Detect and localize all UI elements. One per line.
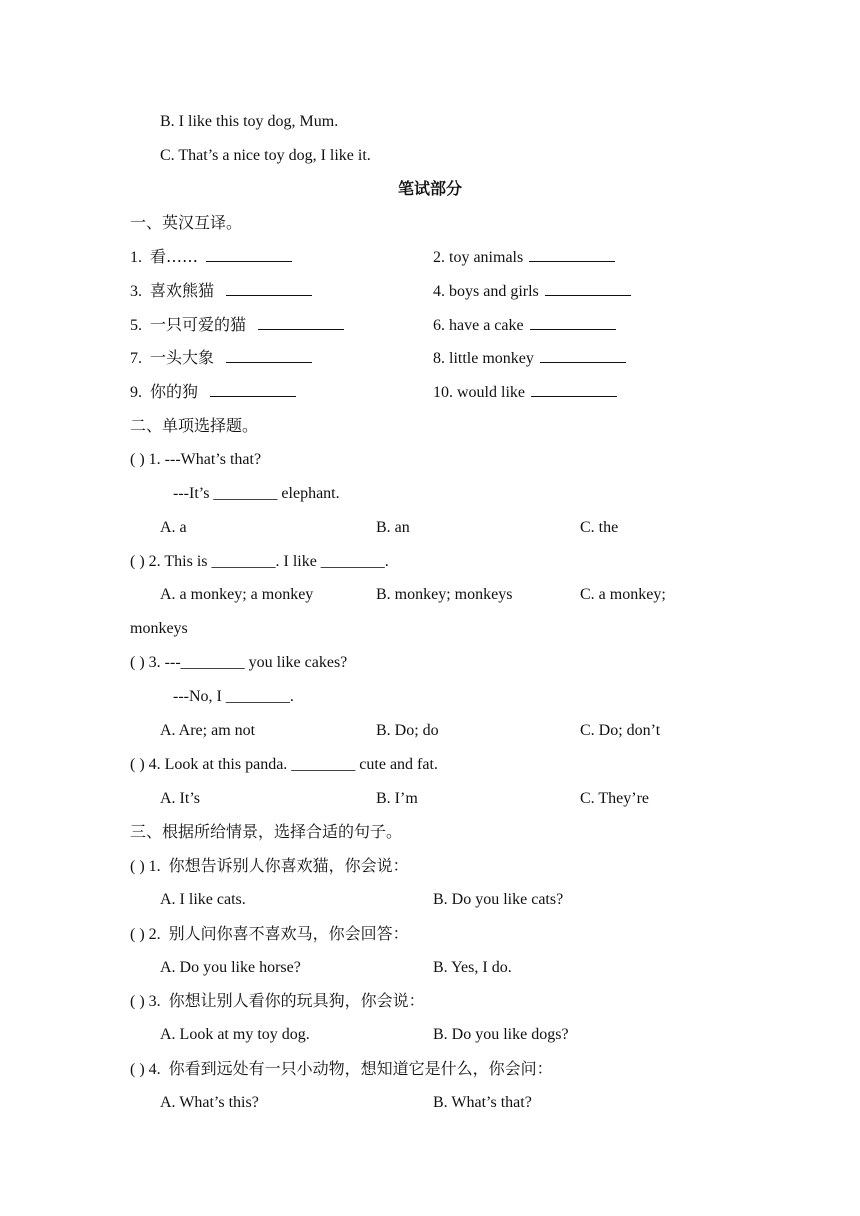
- scenario-q1-option-b: B. Do you like cats?: [433, 891, 564, 908]
- item-number: 7.: [130, 350, 142, 367]
- option-c-line: C. That’s a nice toy dog, I like it.: [160, 147, 371, 164]
- scenario-paren: ( ) 2.: [130, 926, 161, 943]
- answer-blank[interactable]: [258, 315, 344, 330]
- translate-item-1: [130, 247, 292, 268]
- mc-q3-option-c: C. Do; don’t: [580, 722, 661, 739]
- mc-q1-stem: ( ) 1. ---What’s that?: [130, 451, 262, 468]
- mc-q2-option-b: B. monkey; monkeys: [376, 586, 513, 603]
- answer-blank[interactable]: [540, 348, 626, 363]
- scenario-q4-option-a: A. What’s this?: [160, 1094, 259, 1111]
- translate-item-8: [433, 348, 626, 369]
- answer-blank[interactable]: [206, 247, 292, 262]
- translate-item-5: [130, 315, 344, 336]
- mc-q4-stem: ( ) 4. Look at this panda. ________ cute and fat.: [130, 756, 438, 773]
- item-number: 8.: [433, 350, 445, 367]
- scenario-prompt: 你想让别人看你的玩具狗，你会说：: [168, 991, 425, 1010]
- option-b-line: B. I like this toy dog, Mum.: [160, 113, 339, 130]
- item-text: 一头大象: [150, 348, 215, 367]
- scenario-prompt: 别人问你喜不喜欢马，你会回答：: [168, 924, 409, 943]
- item-text: would like: [457, 384, 525, 401]
- mc-q4-option-c: C. They’re: [580, 790, 650, 807]
- mc-q1-option-a: A. a: [160, 519, 187, 536]
- translate-item-4: [433, 281, 631, 302]
- mc-q4-option-b: B. I’m: [376, 790, 418, 807]
- scenario-q3-option-a: A. Look at my toy dog.: [160, 1026, 310, 1043]
- scenario-q1: [130, 856, 409, 877]
- item-number: 10.: [433, 384, 453, 401]
- translate-item-9: [130, 382, 296, 403]
- written-section-title: 笔试部分: [397, 179, 462, 198]
- section2-heading: 二、单项选择题。: [130, 416, 259, 435]
- mc-q1-option-b: B. an: [376, 519, 410, 536]
- item-text: boys and girls: [449, 283, 539, 300]
- section3-heading: 三、根据所给情景，选择合适的句子。: [130, 822, 403, 841]
- item-number: 4.: [433, 283, 445, 300]
- scenario-q4: [130, 1059, 553, 1080]
- answer-blank[interactable]: [210, 382, 296, 397]
- scenario-q3: [130, 991, 425, 1012]
- scenario-paren: ( ) 4.: [130, 1061, 161, 1078]
- item-number: 5.: [130, 317, 142, 334]
- mc-q3-stem: ( ) 3. ---________ you like cakes?: [130, 654, 348, 671]
- scenario-q1-option-a: A. I like cats.: [160, 891, 246, 908]
- item-text: toy animals: [449, 249, 524, 266]
- translate-item-3: [130, 281, 312, 302]
- section1-heading: 一、英汉互译。: [130, 213, 243, 232]
- mc-q3-option-b: B. Do; do: [376, 722, 439, 739]
- scenario-prompt: 你看到远处有一只小动物，想知道它是什么，你会问：: [168, 1059, 553, 1078]
- translate-item-2: [433, 247, 615, 268]
- mc-q3-line2: ---No, I ________.: [173, 688, 294, 705]
- mc-q2-option-c: C. a monkey;: [580, 586, 666, 603]
- answer-blank[interactable]: [530, 315, 616, 330]
- item-text: have a cake: [449, 317, 524, 334]
- scenario-q4-option-b: B. What’s that?: [433, 1094, 532, 1111]
- translate-item-6: [433, 315, 616, 336]
- item-text: 一只可爱的猫: [150, 315, 247, 334]
- mc-q1-line2: ---It’s ________ elephant.: [173, 485, 340, 502]
- item-text: little monkey: [449, 350, 534, 367]
- scenario-prompt: 你想告诉别人你喜欢猫，你会说：: [168, 856, 409, 875]
- item-text: 看……: [150, 247, 199, 266]
- item-number: 9.: [130, 384, 142, 401]
- answer-blank[interactable]: [545, 281, 631, 296]
- item-text: 喜欢熊猫: [150, 281, 215, 300]
- mc-q2-option-c-continued: monkeys: [130, 620, 188, 637]
- scenario-paren: ( ) 3.: [130, 993, 161, 1010]
- item-text: 你的狗: [150, 382, 199, 401]
- scenario-q2-option-b: B. Yes, I do.: [433, 959, 512, 976]
- item-number: 6.: [433, 317, 445, 334]
- answer-blank[interactable]: [226, 281, 312, 296]
- answer-blank[interactable]: [226, 348, 312, 363]
- scenario-q3-option-b: B. Do you like dogs?: [433, 1026, 569, 1043]
- scenario-paren: ( ) 1.: [130, 858, 161, 875]
- translate-item-7: [130, 348, 312, 369]
- item-number: 3.: [130, 283, 142, 300]
- item-number: 2.: [433, 249, 445, 266]
- answer-blank[interactable]: [531, 382, 617, 397]
- scenario-q2-option-a: A. Do you like horse?: [160, 959, 301, 976]
- mc-q2-stem: ( ) 2. This is ________. I like ________.: [130, 553, 389, 570]
- mc-q1-option-c: C. the: [580, 519, 619, 536]
- mc-q2-option-a: A. a monkey; a monkey: [160, 586, 314, 603]
- scenario-q2: [130, 924, 409, 945]
- mc-q4-option-a: A. It’s: [160, 790, 200, 807]
- translate-item-10: [433, 382, 617, 403]
- item-number: 1.: [130, 249, 142, 266]
- mc-q3-option-a: A. Are; am not: [160, 722, 256, 739]
- answer-blank[interactable]: [529, 247, 615, 262]
